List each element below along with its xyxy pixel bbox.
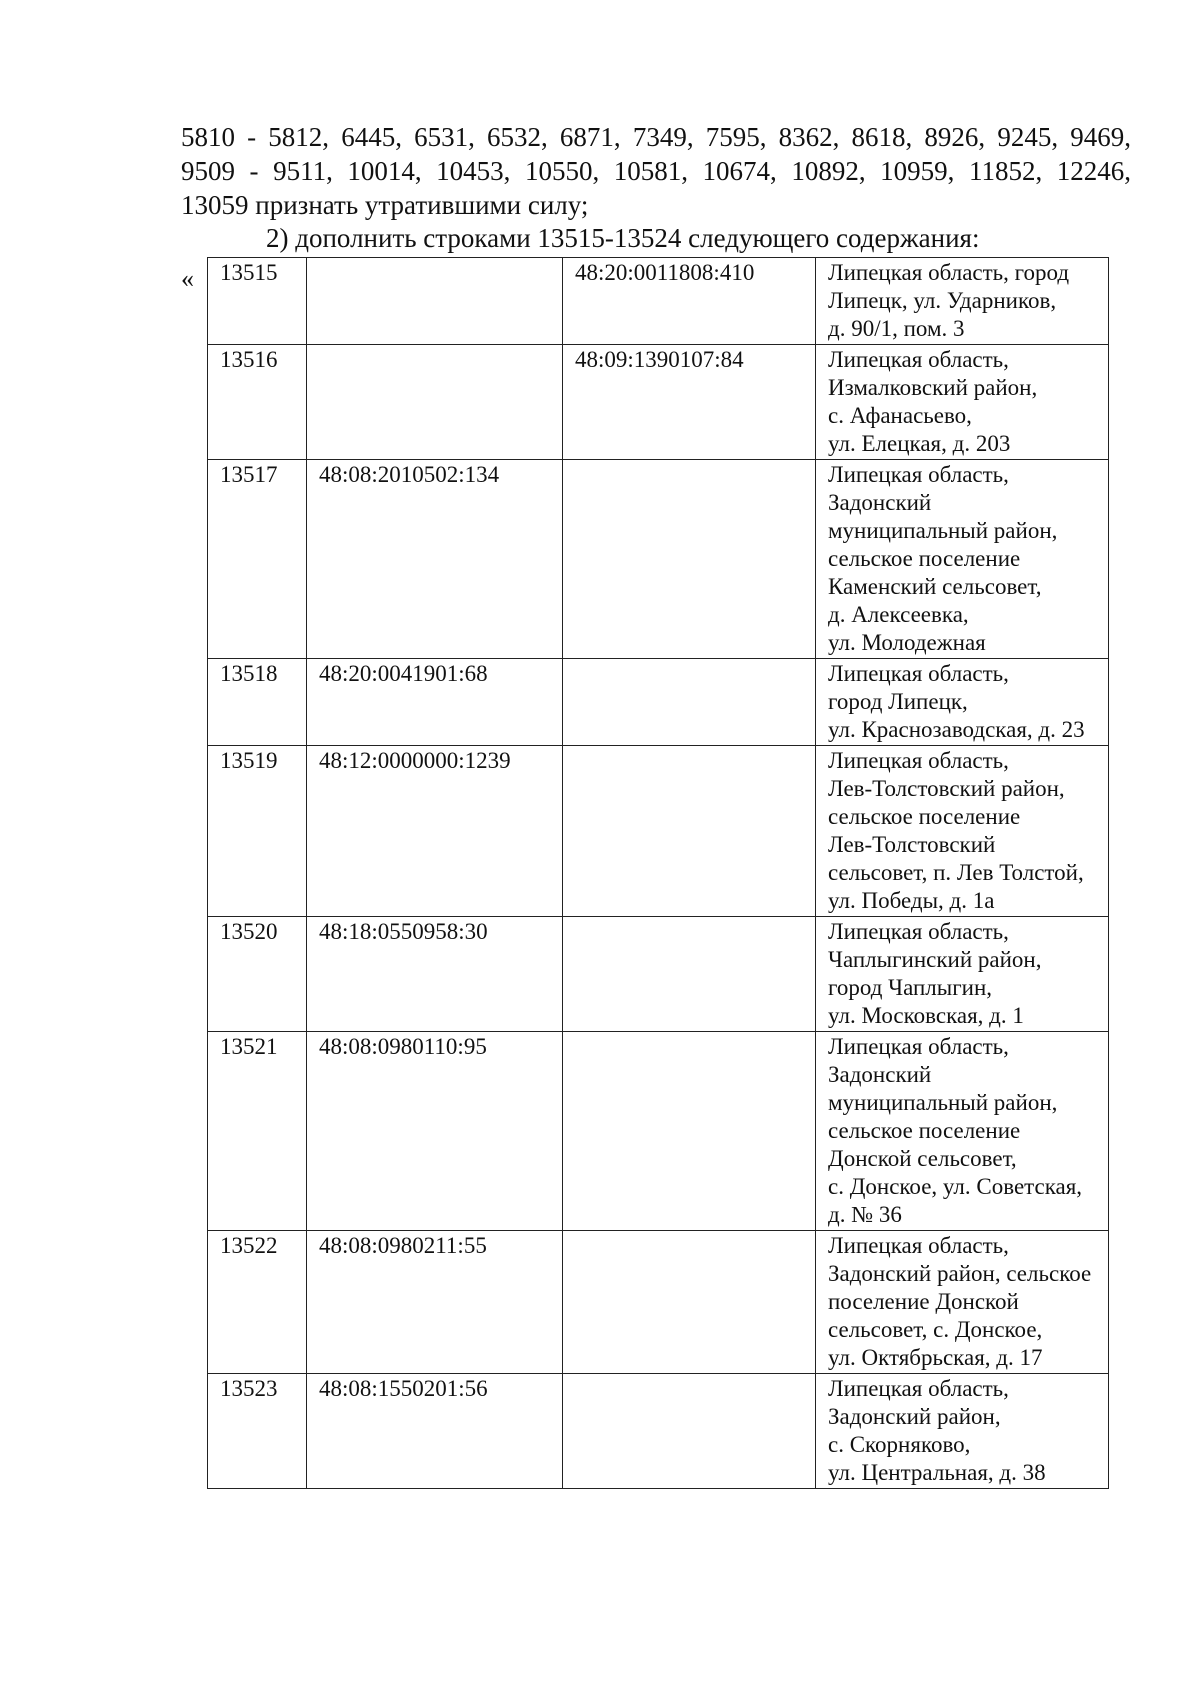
address-line: Каменский сельсовет, — [828, 574, 1042, 599]
cadastral-number-alt-cell — [563, 1231, 816, 1374]
address-cell — [816, 1231, 1109, 1374]
row-number-cell: 13517 — [208, 460, 307, 659]
cadastral-number-cell: 48:08:0980211:55 — [307, 1231, 563, 1374]
address-cell — [816, 917, 1109, 1032]
address-line: с. Скорняково, — [828, 1432, 971, 1457]
address-line: Задонский — [828, 1062, 932, 1087]
address-line: Липецкая область, — [828, 347, 1009, 372]
cadastral-number-alt-cell — [563, 1032, 816, 1231]
row-number-cell: 13521 — [208, 1032, 307, 1231]
table-row — [208, 345, 1109, 460]
address-cell — [816, 746, 1109, 917]
table-row — [208, 1231, 1109, 1374]
address-line: Задонский район, сельское — [828, 1261, 1092, 1286]
table-row — [208, 460, 1109, 659]
cadastral-number-cell — [307, 345, 563, 460]
opening-quote-mark: « — [181, 264, 194, 293]
table-row — [208, 917, 1109, 1032]
table-row — [208, 1374, 1109, 1489]
address-line: Липецкая область, — [828, 748, 1009, 773]
cadastral-number-alt-cell — [563, 746, 816, 917]
address-cell — [816, 460, 1109, 659]
address-cell — [816, 258, 1109, 345]
cadastral-number-alt-cell — [563, 1374, 816, 1489]
cadastral-number-alt-cell — [563, 917, 816, 1032]
address-line: д. № 36 — [828, 1202, 902, 1227]
address-line: ул. Победы, д. 1а — [828, 888, 995, 913]
address-line: ул. Молодежная — [828, 630, 986, 655]
address-line: город Липецк, — [828, 689, 968, 714]
address-line: поселение Донской — [828, 1289, 1019, 1314]
address-line: Чаплыгинский район, — [828, 947, 1042, 972]
address-line: Лев-Толстовский — [828, 832, 996, 857]
registry-table-body — [208, 258, 1109, 1489]
address-line: город Чаплыгин, — [828, 975, 993, 1000]
address-line: сельское поселение — [828, 1118, 1021, 1143]
cadastral-number-cell: 48:18:0550958:30 — [307, 917, 563, 1032]
address-line: ул. Елецкая, д. 203 — [828, 431, 1011, 456]
row-number-cell: 13515 — [208, 258, 307, 345]
address-line: Липецкая область, — [828, 1034, 1009, 1059]
row-number-cell: 13522 — [208, 1231, 307, 1374]
address-line: муниципальный район, — [828, 1090, 1058, 1115]
table-row — [208, 746, 1109, 917]
address-line: сельское поселение — [828, 546, 1021, 571]
paragraph-line-3: 13059 признать утратившими силу; — [181, 190, 589, 220]
address-line: ул. Московская, д. 1 — [828, 1003, 1024, 1028]
table-row — [208, 258, 1109, 345]
address-line: с. Афанасьево, — [828, 403, 972, 428]
cadastral-number-cell: 48:08:1550201:56 — [307, 1374, 563, 1489]
row-number-cell: 13523 — [208, 1374, 307, 1489]
table-row — [208, 659, 1109, 746]
cadastral-number-alt-cell — [563, 460, 816, 659]
address-cell — [816, 1032, 1109, 1231]
address-line: ул. Октябрьская, д. 17 — [828, 1345, 1043, 1370]
address-line: Задонский район, — [828, 1404, 1001, 1429]
row-number-cell: 13516 — [208, 345, 307, 460]
address-cell — [816, 1374, 1109, 1489]
row-number-cell: 13520 — [208, 917, 307, 1032]
address-line: Липецкая область, — [828, 1233, 1009, 1258]
cadastral-number-alt-cell: 48:09:1390107:84 — [563, 345, 816, 460]
address-line: Лев-Толстовский район, — [828, 776, 1065, 801]
address-line: ул. Центральная, д. 38 — [828, 1460, 1046, 1485]
address-line: д. Алексеевка, — [828, 602, 969, 627]
address-line: Донской сельсовет, — [828, 1146, 1017, 1171]
row-number-cell: 13519 — [208, 746, 307, 917]
cadastral-number-cell: 48:20:0041901:68 — [307, 659, 563, 746]
address-cell — [816, 659, 1109, 746]
address-line: сельсовет, с. Донское, — [828, 1317, 1043, 1342]
address-line: сельское поселение — [828, 804, 1021, 829]
cadastral-number-alt-cell — [563, 659, 816, 746]
address-cell — [816, 345, 1109, 460]
address-line: Липецкая область, — [828, 919, 1009, 944]
paragraph-line-2: 9509 - 9511, 10014, 10453, 10550, 10581, 10674, 10892, 10959, 11852, 12246, — [181, 156, 1131, 186]
address-line: Липецкая область, — [828, 1376, 1009, 1401]
address-line: Липецкая область, — [828, 661, 1009, 686]
address-line: Задонский — [828, 490, 932, 515]
cadastral-number-cell: 48:08:2010502:134 — [307, 460, 563, 659]
address-line: сельсовет, п. Лев Толстой, — [828, 860, 1084, 885]
row-number-cell: 13518 — [208, 659, 307, 746]
address-line: д. 90/1, пом. 3 — [828, 316, 965, 341]
address-line: с. Донское, ул. Советская, — [828, 1174, 1083, 1199]
address-line: Липецкая область, — [828, 462, 1009, 487]
address-line: муниципальный район, — [828, 518, 1058, 543]
paragraph-line-1: 5810 - 5812, 6445, 6531, 6532, 6871, 7349, 7595, 8362, 8618, 8926, 9245, 9469, — [181, 122, 1131, 152]
cadastral-number-cell: 48:08:0980110:95 — [307, 1032, 563, 1231]
cadastral-number-cell — [307, 258, 563, 345]
address-line: Липецк, ул. Ударников, — [828, 288, 1057, 313]
cadastral-number-cell: 48:12:0000000:1239 — [307, 746, 563, 917]
address-line: Липецкая область, город — [828, 260, 1070, 285]
address-line: Измалковский район, — [828, 375, 1038, 400]
address-line: ул. Краснозаводская, д. 23 — [828, 717, 1085, 742]
registry-table — [207, 257, 1109, 1489]
table-row — [208, 1032, 1109, 1231]
paragraph-line-4: 2) дополнить строками 13515-13524 следующего содержания: — [266, 223, 980, 253]
cadastral-number-alt-cell: 48:20:0011808:410 — [563, 258, 816, 345]
